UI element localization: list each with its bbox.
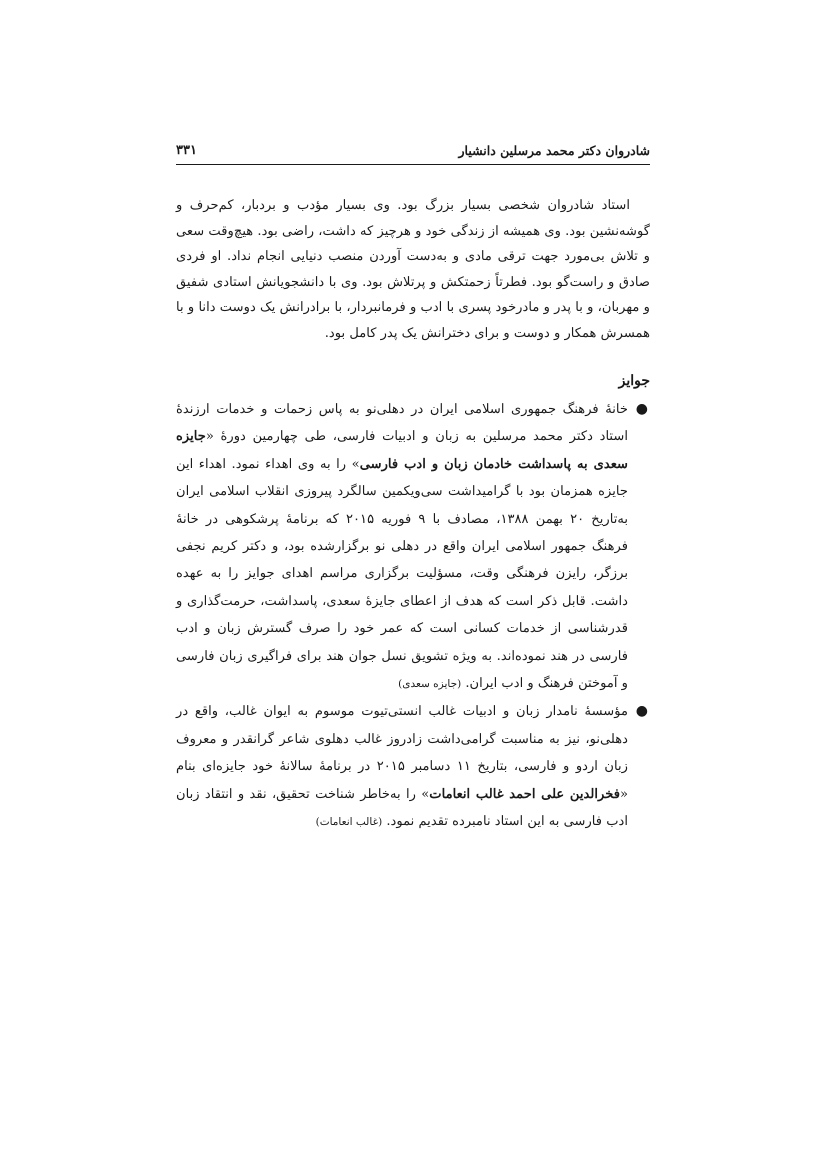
bullet-icon: ● xyxy=(635,703,648,720)
award-title: جایزه سعدی به پاسداشت خادمان زبان و ادب فارسی xyxy=(176,429,628,472)
award-item-saadi xyxy=(176,396,650,698)
book-page xyxy=(176,140,650,837)
award-text-before: خانهٔ فرهنگ جمهوری اسلامی ایران در دهلی‌نو به پاس زحمات و خدمات ارزندهٔ استاد دکتر محمد مرسلین به زبان و ادبیات فارسی، طی چهارمین دورهٔ « xyxy=(176,402,628,445)
awards-heading: جوایز xyxy=(618,373,650,389)
award-item-ghalib xyxy=(176,698,650,836)
award-note: (غالب انعامات) xyxy=(315,816,383,829)
award-title: فخرالدین علی احمد غالب انعامات xyxy=(429,786,620,802)
bullet-icon: ● xyxy=(635,401,648,417)
award-text-before: مؤسسهٔ نامدار زبان و ادبیات غالب انستی‌تیوت موسوم به ایوان غالب، واقع در دهلی‌نو، نیز به مناسبت گرامی‌داشت زادروز غالب دهلوی شاعر گرانقدر و معروف زبان اردو و فارسی، بتاریخ ۱۱ دسامبر ۲۰۱۵ در برنامهٔ سالانهٔ خود جایزه‌ای بنام « xyxy=(176,704,628,802)
award-text-after: » را به‌خاطر شناخت تحقیق، نقد و انتقاد زبان ادب فارسی به این استاد نامبرده تقدیم نمود. xyxy=(176,786,628,830)
award-text-after: » را به وی اهداء نمود. اهداء این جایزه همزمان بود با گرامیداشت سی‌ویکمین سالگرد پیروزی انقلاب اسلامی ایران به‌تاریخ ۲۰ بهمن ۱۳۸۸، مصادف با ۹ فوریه ۲۰۱۵ که برنامهٔ پرشکوهی در خانهٔ فرهنگ جمهور اسلامی ایران واقع در دهلی نو برگزارشده بود، و دکتر کریم نجفی برزگر، رایزن فرهنگی وقت، مسؤلیت برگزاری مراسم اهدای جوایز را به عهده داشت. قابل ذکر است که هدف از اعطای جایزهٔ سعدی، پاسداشت، حرمت‌گذاری و قدرشناسی از خدمات کسانی است که عمر خود را صرف گسترش زبان و ادب فارسی در هند نموده‌اند. به ویژه تشویق نسل جوان هند برای فراگیری زبان فارسی و آموختن فرهنگ و ادب ایران. xyxy=(176,456,629,692)
awards-list xyxy=(176,396,650,837)
body-text xyxy=(176,193,650,837)
running-title: شادروان دکتر محمد مرسلین دانشیار xyxy=(458,143,650,158)
running-header xyxy=(176,140,650,165)
intro-paragraph: استاد شادروان شخصی بسیار بزرگ بود. وی بسیار مؤدب و بردبار، کم‌حرف و گوشه‌نشین بود. وی همیشه از زندگی خود و هرچیز که داشت، راضی بود. هیچ‌وقت سعی و تلاش بی‌مورد جهت ترقی مادی و به‌دست آوردن منصب دنیایی انجام نداد. او فردی صادق و راست‌گو بود. فطرتاً زحمتکش و پرتلاش بود. وی با دانشجویانش استادی شفیق و مهربان، و با پدر و مادرخود پسری با ادب و فرمانبردار، با برادرانش یک دوست دانا و با همسرش همکار و دوست و برای دخترانش یک پدر کامل بود. xyxy=(176,198,650,341)
award-note: (جایزه سعدی) xyxy=(398,678,462,691)
page-number: ۳۳۱ xyxy=(176,143,197,158)
